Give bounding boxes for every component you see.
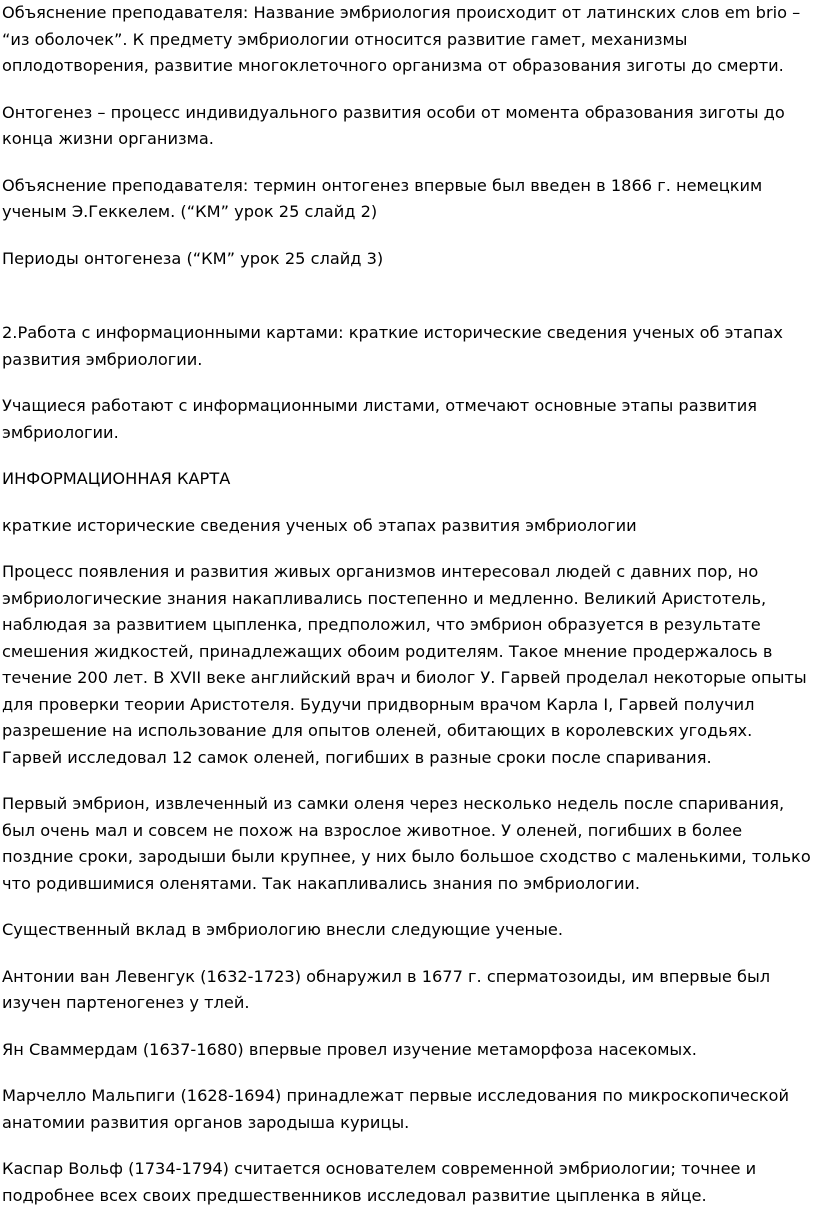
paragraph-leeuwenhoek: Антонии ван Левенгук (1632-1723) обнаружил в 1677 г. сперматозоиды, им впервые был изучен партеногенез у тлей.	[2, 966, 771, 1012]
paragraph-scientists-intro: Существенный вклад в эмбриологию внесли следующие ученые.	[2, 920, 564, 939]
info-card-subheading: краткие исторические сведения ученых об этапах развития эмбриологии	[2, 515, 637, 535]
paragraph-aristotle-harvey: Процесс появления и развития живых организмов интересовал людей с давних пор, но эмбриологические знания накапливались постепенно и медленно. Великий Аристотель, наблюдая за развитием цыпленка, предположил, что эмбрион образуется в результате смешения жидкостей, принадлежащих обоим родителям. Такое мнение продержалось в течение 200 лет. В XVII веке английский врач и биолог У. Гарвей проделал некоторые опыты для проверки теории Аристотеля. Будучи придворным врачом Карла I, Гарвей получил разрешение на использование для опытов оленей, обитающих в королевских угодьях. Гарвей исследовал 12 самок оленей, погибших в разные сроки после спаривания.	[2, 562, 807, 767]
paragraph-ontogenesis-definition: Онтогенез – процесс индивидуального развития особи от момента образования зиготы до конца жизни организма.	[2, 102, 785, 148]
paragraph-malpighi: Марчелло Мальпиги (1628-1694) принадлежат первые исследования по микроскопической анатомии развития органов зародыша курицы.	[2, 1086, 789, 1132]
info-card-heading: ИНФОРМАЦИОННАЯ КАРТА	[2, 469, 231, 488]
paragraph-wolff: Каспар Вольф (1734-1794) считается основателем современной эмбриологии; точнее и подробнее всех своих предшественников исследовал развитие цыпленка в яйце.	[2, 1159, 757, 1205]
paragraph-info-cards-task: 2.Работа с информационными картами: краткие исторические сведения ученых об этапах развития эмбриологии.	[2, 323, 783, 369]
paragraph-embryology-origin: Объяснение преподавателя: Название эмбриология происходит от латинских слов em brio – “из оболочек”. К предмету эмбриологии относится развитие гамет, механизмы оплодотворения, развитие многоклеточного организма от образования зиготы до смерти.	[2, 3, 801, 75]
paragraph-haeckel-term: Объяснение преподавателя: термин онтогенез впервые был введен в 1866 г. немецким ученым Э.Геккелем. (“КМ” урок 25 слайд 2)	[2, 175, 763, 221]
document-page	[2, 0, 814, 1229]
paragraph-first-embryo: Первый эмбрион, извлеченный из самки оленя через несколько недель после спаривания, был очень мал и совсем не похож на взрослое животное. У оленей, погибших в более поздние сроки, зародыши были крупнее, у них было большое сходство с маленькими, только что родившимися оленятами. Так накапливались знания по эмбриологии.	[2, 794, 811, 893]
paragraph-students-work: Учащиеся работают с информационными листами, отмечают основные этапы развития эмбриологии.	[2, 396, 757, 442]
paragraph-swammerdam: Ян Сваммердам (1637-1680) впервые провел изучение метаморфоза насекомых.	[2, 1039, 697, 1059]
paragraph-ontogenesis-periods: Периоды онтогенеза (“КМ” урок 25 слайд 3)	[2, 248, 384, 268]
